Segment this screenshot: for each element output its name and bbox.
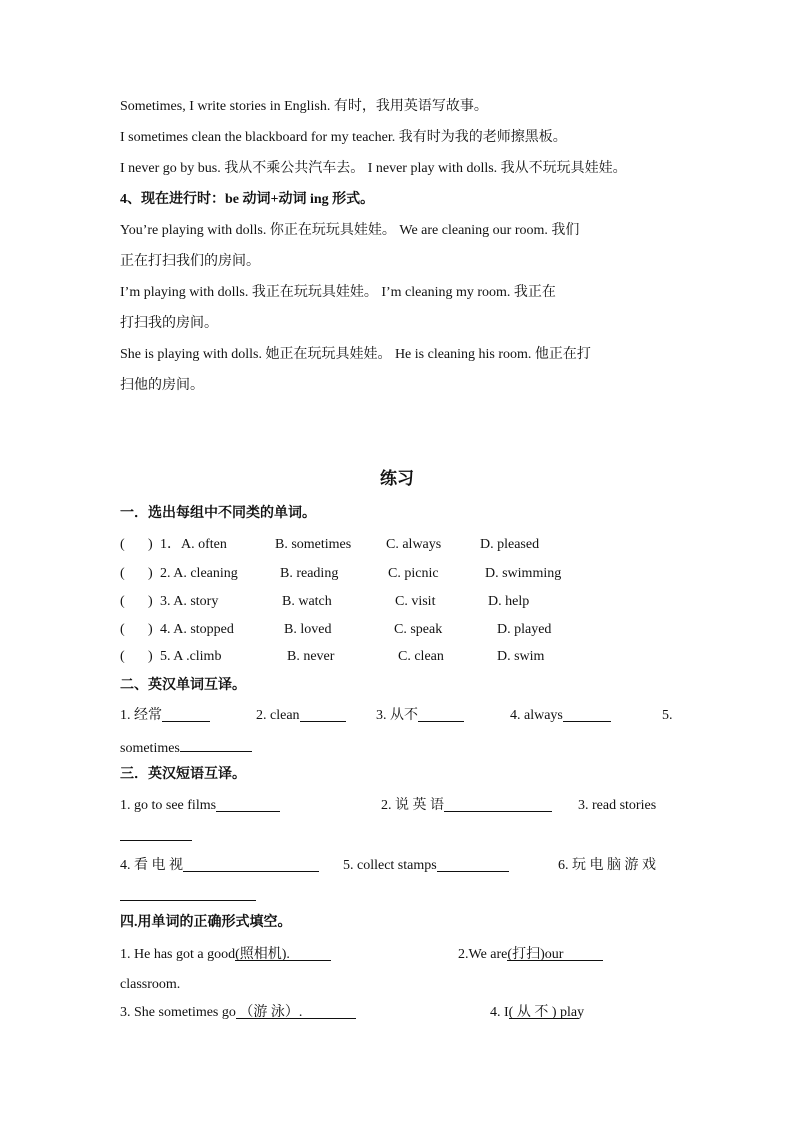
option-a: 2. A. cleaning: [160, 566, 238, 581]
answer-blank[interactable]: [180, 737, 252, 752]
fill-q3: 3. She sometimes go （游 泳）.: [120, 1004, 302, 1022]
example-line-1: You’re playing with dolls. 你正在玩玩具娃娃。 We are cleaning our room. 我们: [120, 223, 580, 238]
option-c: C. clean: [398, 649, 444, 664]
option-a: 3. A. story: [160, 594, 219, 609]
fill-q1: 1. He has got a good (照相机).: [120, 946, 290, 964]
answer-blank[interactable]: [120, 886, 256, 901]
answer-paren-open: (: [120, 622, 125, 637]
word-item-2: 2. clean: [256, 707, 300, 725]
option-d: D. played: [497, 622, 552, 637]
answer-paren-close: ): [148, 649, 153, 664]
answer-blank[interactable]: [216, 797, 280, 812]
phrase-item-6-blank: [120, 886, 256, 907]
example-line-4: 打扫我的房间。: [120, 316, 218, 331]
option-c: C. speak: [394, 622, 443, 637]
answer-blank[interactable]: [563, 707, 611, 722]
answer-paren-open: (: [120, 649, 125, 664]
answer-blank[interactable]: [418, 707, 464, 722]
phrase-item-4: 4. 看 电 视: [120, 857, 183, 875]
phrase-item-3-blank: [120, 826, 192, 847]
fill-q2-cont: classroom.: [120, 977, 181, 992]
grammar-line-1: Sometimes, I write stories in English. 有时，我用英语写故事。: [120, 99, 488, 114]
option-a: 1．A. often: [160, 537, 227, 552]
answer-paren-open: (: [120, 537, 125, 552]
option-d: D. help: [488, 594, 530, 609]
word-item-3: 3. 从不: [376, 707, 418, 725]
answer-blank[interactable]: [507, 946, 603, 961]
word-item-5: 5.: [662, 708, 673, 723]
answer-blank[interactable]: [120, 826, 192, 841]
answer-paren-close: ): [148, 566, 153, 581]
section4-heading: 四.用单词的正确形式填空。: [120, 915, 292, 930]
example-line-6: 扫他的房间。: [120, 378, 204, 393]
grammar-line-3: I never go by bus. 我从不乘公共汽车去。 I never play with dolls. 我从不玩玩具娃娃。: [120, 161, 627, 176]
option-b: B. watch: [282, 594, 332, 609]
option-d: D. swimming: [485, 566, 562, 581]
answer-paren-open: (: [120, 594, 125, 609]
section2-heading: 二、英汉单词互译。: [120, 678, 246, 693]
option-c: C. visit: [395, 594, 436, 609]
fill-q4: 4. I ( 从 不 ) play: [490, 1005, 585, 1020]
option-b: B. sometimes: [275, 537, 352, 552]
phrase-item-6: 6. 玩 电 脑 游 戏: [558, 858, 656, 873]
answer-paren-open: (: [120, 566, 125, 581]
exercise-title: 练习: [380, 469, 414, 488]
word-item-4: 4. always: [510, 707, 563, 725]
phrase-item-2: 2. 说 英 语: [381, 797, 444, 815]
answer-paren-close: ): [148, 537, 153, 552]
grammar-line-2: I sometimes clean the blackboard for my teacher. 我有时为我的老师擦黑板。: [120, 130, 567, 145]
answer-blank[interactable]: [162, 707, 210, 722]
answer-paren-close: ): [148, 594, 153, 609]
option-a: 4. A. stopped: [160, 622, 234, 637]
option-a: 5. A .climb: [160, 649, 222, 664]
option-c: C. picnic: [388, 566, 439, 581]
section3-heading: 三．英汉短语互译。: [120, 767, 246, 782]
grammar-heading-4: 4、现在进行时：be 动词+动词 ing 形式。: [120, 192, 375, 207]
phrase-item-1: 1. go to see films: [120, 797, 216, 815]
answer-blank[interactable]: [444, 797, 552, 812]
option-c: C. always: [386, 537, 442, 552]
answer-blank[interactable]: [300, 707, 346, 722]
word-item-1: 1. 经常: [120, 707, 162, 725]
answer-blank[interactable]: [183, 857, 319, 872]
word-item-5-cont: sometimes: [120, 737, 252, 758]
answer-blank[interactable]: [509, 1004, 579, 1019]
option-d: D. swim: [497, 649, 545, 664]
answer-blank[interactable]: [236, 1004, 356, 1019]
option-b: B. reading: [280, 566, 339, 581]
phrase-item-5: 5. collect stamps: [343, 857, 437, 875]
section1-heading: 一．选出每组中不同类的单词。: [120, 506, 316, 521]
phrase-item-3: 3. read stories: [578, 798, 657, 813]
answer-paren-close: ): [148, 622, 153, 637]
answer-blank[interactable]: [437, 857, 509, 872]
option-b: B. loved: [284, 622, 332, 637]
example-line-5: She is playing with dolls. 她正在玩玩具娃娃。 He is cleaning his room. 他正在打: [120, 347, 591, 362]
option-d: D. pleased: [480, 537, 540, 552]
answer-blank[interactable]: [235, 946, 331, 961]
example-line-2: 正在打扫我们的房间。: [120, 254, 260, 269]
option-b: B. never: [287, 649, 335, 664]
fill-q2: 2.We are (打扫)our: [458, 946, 563, 964]
example-line-3: I’m playing with dolls. 我正在玩玩具娃娃。 I’m cleaning my room. 我正在: [120, 285, 556, 300]
